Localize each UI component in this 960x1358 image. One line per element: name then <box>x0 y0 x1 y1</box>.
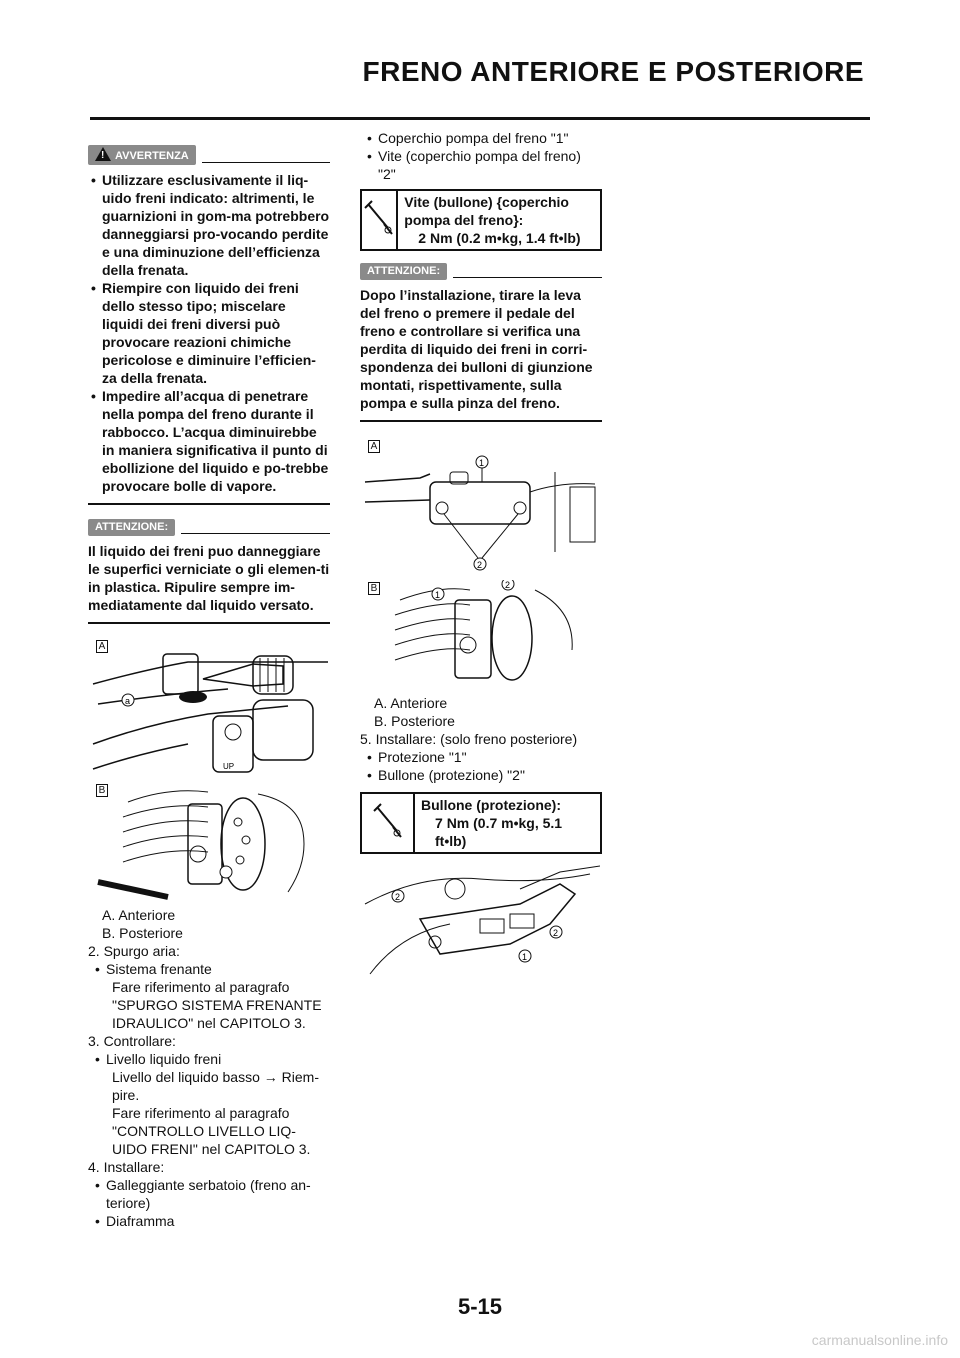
page-title: FRENO ANTERIORE E POSTERIORE <box>362 56 864 87</box>
caliper-guard-illustration <box>360 864 600 992</box>
step-5-item: • Bullone (protezione) "2" <box>364 766 602 784</box>
caution-2-badge: ATTENZIONE: <box>360 263 447 280</box>
figure-brake-bleed <box>88 634 330 906</box>
torque-wrench-icon <box>362 794 415 852</box>
warning-triangle-icon <box>95 147 111 161</box>
caution-2-text: Dopo l’installazione, tirare la leva del freno o premere il pedale del freno e controllare si verifica una perdita di liquido dei freni in corri-spondenza dei bulloni di giunzione montati, rispettivamente, sulla pompa e sulla pinza del freno. <box>360 286 602 422</box>
header-rule <box>90 117 870 120</box>
caution-badge: ATTENZIONE: <box>88 519 175 536</box>
front-brake-illustration <box>88 644 328 784</box>
caution-header <box>88 519 330 536</box>
fig1-caption-a: A. Anteriore <box>102 907 176 923</box>
rear-brake-illustration <box>88 782 328 902</box>
warning-header <box>88 145 330 165</box>
step-4-item: • Diaframma <box>92 1212 330 1230</box>
left-column <box>88 145 330 1230</box>
step-3-item: • Livello liquido freni <box>92 1050 330 1068</box>
figure-cover-install <box>360 432 602 694</box>
step-3-condition: Livello del liquido basso → Riem-pire. <box>112 1069 319 1103</box>
fig2b-callout-1: 1 <box>435 590 441 600</box>
step-2-title: 2. Spurgo aria: <box>88 943 180 959</box>
fig2-label-b: B <box>368 582 380 595</box>
torque-2-label: Bullone (protezione): <box>421 797 562 813</box>
torque-spec-2 <box>360 792 602 854</box>
torque-spec-1 <box>360 189 602 251</box>
step-4-item: • Galleggiante serbatoio (freno an-teriore) <box>92 1176 330 1212</box>
rear-master-cylinder-illustration <box>360 580 600 690</box>
page-number: 5-15 <box>457 1294 503 1319</box>
fig2-label-a: A <box>368 440 380 453</box>
fig2-callout-2: 2 <box>477 560 483 570</box>
cover-item: • Vite (coperchio pompa del freno) "2" <box>364 147 602 183</box>
watermark: carmanualsonline.info <box>811 1332 948 1348</box>
step-2-ref: Fare riferimento al paragrafo "SPURGO SISTEMA FRENANTE IDRAULICO" nel CAPITOLO 3. <box>112 979 322 1031</box>
fig1-callout-a: a <box>125 696 131 706</box>
caution-text: Il liquido dei freni puo danneggiare le superfici verniciate o gli elemen-ti in plastica. Ripulire sempre im-mediatamente dal liquido versato. <box>88 542 330 624</box>
torque-2-value: 7 Nm (0.7 m•kg, 5.1 ft•lb) <box>435 815 563 849</box>
step-3-title: 3. Controllare: <box>88 1033 176 1049</box>
fig2-caption-a: A. Anteriore <box>374 695 448 711</box>
fig3-callout-2b: 2 <box>553 928 559 938</box>
torque-1-value: 2 Nm (0.2 m•kg, 1.4 ft•lb) <box>418 230 581 246</box>
fig3-callout-2a: 2 <box>395 892 401 902</box>
step-5-item: • Protezione "1" <box>364 748 602 766</box>
step-3-ref: Fare riferimento al paragrafo "CONTROLLO LIVELLO LIQ-UIDO FRENI" nel CAPITOLO 3. <box>112 1105 311 1157</box>
step-5-title: 5. Installare: (solo freno posteriore) <box>360 731 578 747</box>
warning-item: • Impedire all’acqua di penetrare nella pompa del freno durante il rabbocco. L’acqua diminuirebbe in maniera significativa il punto di ebollizione del liquido e po-trebbe provocare bolle di vapore. <box>88 387 330 495</box>
fig1-up-text: UP <box>223 762 235 771</box>
step-2-item: • Sistema frenante <box>92 960 330 978</box>
warning-badge: !AVVERTENZA <box>88 145 196 165</box>
warning-item: • Riempire con liquido dei freni dello stesso tipo; miscelare liquidi dei freni diversi può provocare reazioni chimiche pericolose e diminuire l’efficien-za della frenata. <box>88 279 330 387</box>
right-column <box>360 129 602 992</box>
warning-block <box>88 171 330 505</box>
figure-protector-install <box>360 864 602 992</box>
fig2b-callout-2: 2 <box>505 580 511 590</box>
master-cylinder-illustration <box>360 442 600 572</box>
torque-wrench-icon <box>362 191 398 249</box>
torque-1-label: Vite (bullone) {coperchio pompa del freno}: <box>404 194 569 228</box>
cover-item: • Coperchio pompa del freno "1" <box>364 129 602 147</box>
step-4-title: 4. Installare: <box>88 1159 165 1175</box>
fig3-callout-1: 1 <box>522 952 528 962</box>
fig2-callout-1: 1 <box>479 458 485 468</box>
figure-label-a: A <box>96 640 108 653</box>
fig1-caption-b: B. Posteriore <box>102 925 183 941</box>
warning-item: • Utilizzare esclusivamente il liq-uido freni indicato: altrimenti, le guarnizioni in gom-ma potrebbero danneggiarsi pro-vocando perdite e una diminuzione dell’efficienza della frenata. <box>88 171 330 279</box>
figure-label-b: B <box>96 784 108 797</box>
fig2-caption-b: B. Posteriore <box>374 713 455 729</box>
caution-2-header <box>360 263 602 280</box>
